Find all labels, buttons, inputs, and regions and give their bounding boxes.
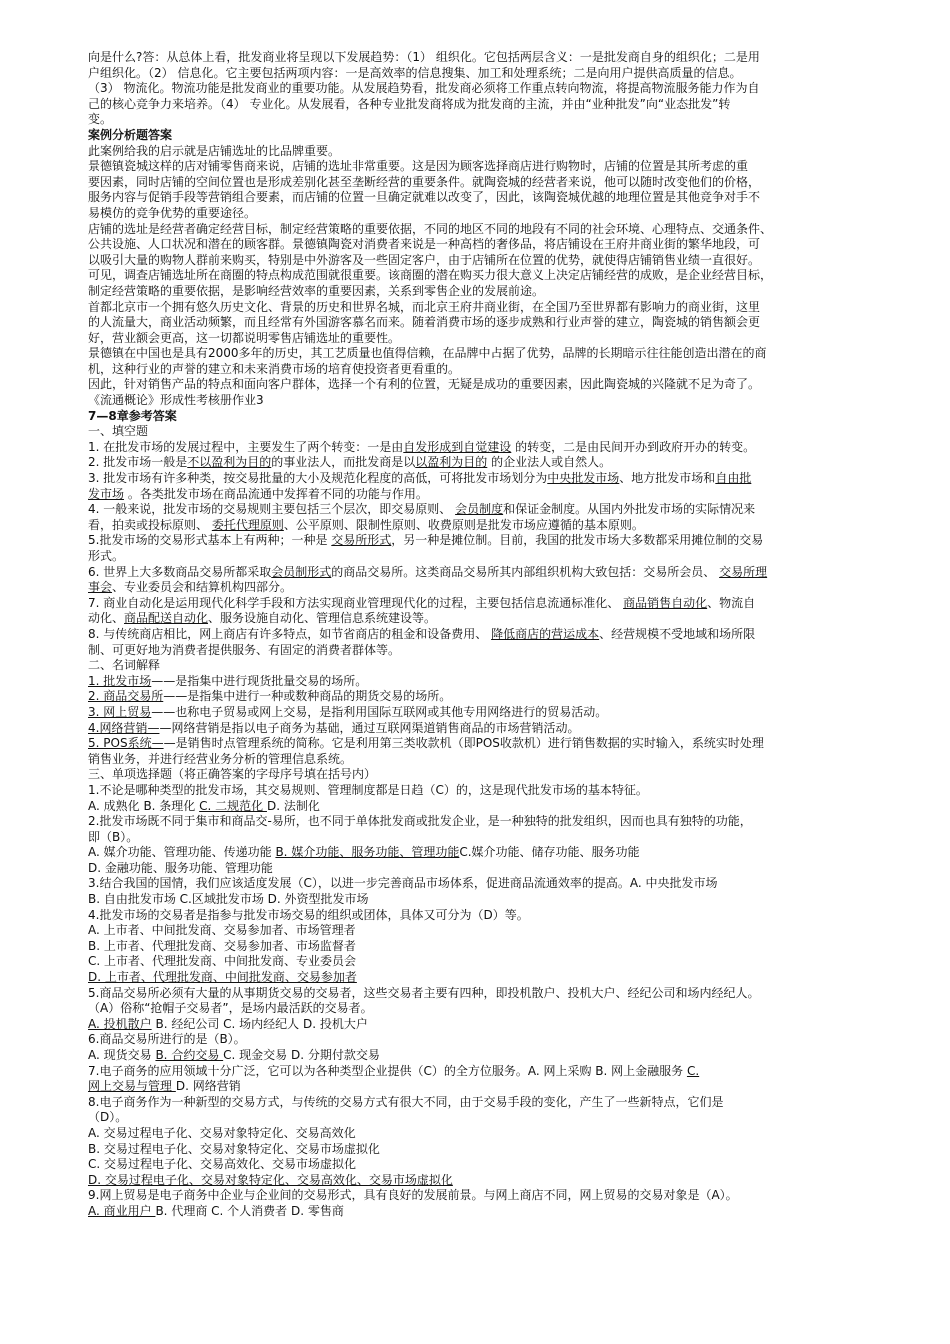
text-line <box>88 300 906 316</box>
text-segment: B. 经纪公司 C. 场内经纪人 D. 投机大户 <box>151 1016 368 1031</box>
text-line <box>88 393 906 409</box>
text-line <box>88 159 906 175</box>
text-segment: 、公平原则、限制性原则、收费原则是批发市场应遵循的基本原则。 <box>283 517 644 532</box>
text-line <box>88 643 906 659</box>
text-line <box>88 362 906 378</box>
underlined-answer: 网上交易与管理 <box>88 1079 176 1094</box>
text-segment: A. 成熟化 B. 条理化 <box>88 798 200 813</box>
text-segment: C. 上市者、代理批发商、中间批发商、专业委员会 <box>88 954 357 969</box>
text-segment: 7. 商业自动化是运用现代化科学手段和方法实现商业管理现代化的过程，主要包括信息流通标准化、 <box>88 595 624 610</box>
text-line <box>88 1188 906 1204</box>
text-line <box>88 237 906 253</box>
text-segment: 机，这种行业的声誉的建立和未来消费市场的培育使投资者更看重的。 <box>88 361 461 376</box>
text-line <box>88 112 906 128</box>
text-segment: 己的核心竞争力来培养。（4） 专业化。从发展看，各种专业批发商将成为批发商的主流，并由“业种批发”向“业态批发”转 <box>88 96 731 111</box>
text-line <box>88 674 906 690</box>
underlined-answer: A. 商业用户 <box>88 1203 156 1218</box>
underlined-answer: 2. 商品交易所 <box>88 689 164 704</box>
text-segment: 和保证金制度。从国内外批发市场的实际情况来 <box>503 502 756 517</box>
text-line <box>88 1173 906 1189</box>
text-segment: 服务内容与促销手段等营销组合要素，而店铺的位置一旦确定就难以改变了，因此，该陶瓷城优越的地理位置是其他竞争对手不 <box>88 190 761 205</box>
text-segment: 销售业务，并进行经营业务分析的管理信息系统。 <box>88 751 353 766</box>
text-segment: 1.不论是哪种类型的批发市场，其交易规则、管理制度都是日趋（C）的，这是现代批发市场的基本特征。 <box>88 782 648 797</box>
text-line <box>88 596 906 612</box>
text-line <box>88 377 906 393</box>
underlined-answer: 商品配送自动化 <box>124 611 209 626</box>
text-line <box>88 908 906 924</box>
text-line <box>88 1079 906 1095</box>
text-line <box>88 611 906 627</box>
text-line <box>88 923 906 939</box>
text-segment: 制定经营策略的重要依据，是影响经营效率的重要因素，关系到零售企业的发展前途。 <box>88 283 545 298</box>
text-segment: C.媒介功能、储存功能、服务功能 <box>459 845 640 860</box>
text-segment: 形式。 <box>88 549 125 563</box>
underlined-answer: 会员制度 <box>455 502 504 517</box>
underlined-answer: 降低商店的营运成本 <box>491 626 600 641</box>
text-segment: 7.电子商务的应用领域十分广泛，它可以为各种类型企业提供（C）的全方位服务。A. 网上采购 B. 网上金融服务 <box>88 1063 687 1078</box>
text-segment: 9.网上贸易是电子商务中企业与企业间的交易形式，具有良好的发展前景。与网上商店不同，网上贸易的交易对象是（A）。 <box>88 1188 738 1203</box>
text-segment: 。各类批发市场在商品流通中发挥着不同的功能与作用。 <box>124 486 428 501</box>
text-segment: 的人流量大，商业活动频繁，而且经常有外国游客慕名而来。随着消费市场的逐步成熟和行业声誉的建立，陶瓷城的销售额会更 <box>88 315 761 330</box>
underlined-answer: 中央批发市场 <box>547 471 620 486</box>
text-segment: 此案例给我的启示就是店铺选址的比品牌重要。 <box>88 143 341 158</box>
text-line <box>88 331 906 347</box>
text-segment: （3） 物流化。物流功能是批发商业的重要功能。从发展趋势看，批发商必须将工作重点转向物流，将提高物流服务能力作为自 <box>88 81 760 96</box>
underlined-answer: 4.网络营销— <box>88 720 160 735</box>
text-segment: 易模仿的竞争优势的重要途径。 <box>88 205 257 220</box>
text-segment: A. 现货交易 <box>88 1048 156 1062</box>
text-segment: ——也称电子贸易或网上交易，是指利用国际互联网或其他专用网络进行的贸易活动。 <box>151 704 608 719</box>
text-segment: 要因素，同时店铺的空间位置也是形成差别化甚至垄断经营的重要条件。就陶瓷城的经营者来说，他可以随时改变他们的价格， <box>88 174 761 189</box>
text-line <box>88 658 906 674</box>
text-segment: 8. 与传统商店相比，网上商店有许多特点，如节省商店的租金和设备费用、 <box>88 626 492 641</box>
text-line <box>88 580 906 596</box>
underlined-answer: A. 投机散户 <box>88 1016 152 1031</box>
text-line <box>88 471 906 487</box>
text-segment: 因此，针对销售产品的特点和面向客户群体，选择一个有利的位置，无疑是成功的重要因素，因此陶瓷城的兴隆就不足为奇了。 <box>88 377 761 392</box>
text-segment: 2. 批发市场一般是 <box>88 455 188 470</box>
text-line <box>88 830 906 846</box>
underlined-answer: B. 合约交易 <box>155 1048 224 1062</box>
text-line <box>88 1048 906 1064</box>
text-line <box>88 487 906 503</box>
text-segment: D. 网络营销 <box>175 1079 241 1094</box>
text-segment: 5.商品交易所必须有大量的从事期货交易的交易者，这些交易者主要有四种，即投机散户、投机大户、经纪公司和场内经纪人。 <box>88 985 760 1000</box>
text-segment: B. 上市者、代理批发商、交易参加者、市场监督者 <box>88 938 356 953</box>
text-line <box>88 97 906 113</box>
text-segment: 、地方批发市场和 <box>619 471 716 486</box>
text-line <box>88 689 906 705</box>
text-line <box>88 1017 906 1033</box>
text-segment: 景德镇在中国也是具有2000多年的历史，其工艺质量也值得信赖，在品牌中占据了优势，品牌的长期暗示往往能创造出潜在的商 <box>88 346 767 361</box>
text-line <box>88 409 906 425</box>
document-body <box>88 50 906 1220</box>
text-line <box>88 814 906 830</box>
text-segment: 4.批发市场的交易者是指参与批发市场交易的组织或团体，具体又可分为（D）等。 <box>88 907 529 922</box>
text-segment: —是销售时点管理系统的简称。它是利用第三类收款机（即POS收款机）进行销售数据的实时输入，系统实时处理 <box>163 736 764 751</box>
text-line <box>88 315 906 331</box>
text-segment: 以吸引大量的购物人群前来购买，特别是中外游客及一些固定客户，由于店铺所在位置的优势，就使得店铺销售业绩一直很好。 <box>88 252 761 267</box>
underlined-answer: 发市场 <box>88 486 125 501</box>
text-line <box>88 565 906 581</box>
text-line <box>88 954 906 970</box>
underlined-answer: 事会 <box>88 580 113 595</box>
text-segment: 景德镇瓷城这样的店对铺零售商来说，店铺的选址非常重要。这是因为顾客选择商店进行购物时，店铺的位置是其所考虑的重 <box>88 159 749 174</box>
text-line <box>88 268 906 284</box>
text-segment: 制、可更好地为消费者提供服务、有固定的消费者群体等。 <box>88 642 401 657</box>
heading-text: 7—8章参考答案 <box>88 408 177 423</box>
text-segment: 3.结合我国的国情，我们应该适度发展（C），以进一步完善商品市场体系，促进商品流通效率的提高。A. 中央批发市场 <box>88 876 718 891</box>
text-segment: 3. 批发市场有许多种类，按交易批量的大小及规范化程度的高低，可将批发市场划分为 <box>88 471 548 486</box>
text-segment: 的转变，二是由民间开办到政府开办的转变。 <box>511 439 756 454</box>
text-line <box>88 424 906 440</box>
text-segment: 首都北京市一个拥有悠久历史文化、背景的历史和世界名城，而北京王府井商业街，在全国乃至世界都有影响力的商业街，这里 <box>88 299 761 314</box>
text-line <box>88 1126 906 1142</box>
text-line <box>88 502 906 518</box>
text-line <box>88 144 906 160</box>
underlined-answer: C. <box>686 1063 700 1078</box>
text-segment: B. 自由批发市场 C.区域批发市场 D. 外资型批发市场 <box>88 892 369 907</box>
text-segment: 的商品交易所。这类商品交易所其内部组织机构大致包括：交易所会员、 <box>331 564 720 579</box>
text-line <box>88 1001 906 1017</box>
text-segment: 、服务设施自动化、管理信息系统建设等。 <box>208 611 437 626</box>
text-line <box>88 346 906 362</box>
text-line <box>88 518 906 534</box>
heading-text: 案例分析题答案 <box>88 127 173 142</box>
text-line <box>88 128 906 144</box>
underlined-answer: D. 交易过程电子化、交易对象特定化、交易高效化、交易市场虚拟化 <box>88 1172 453 1187</box>
text-segment: ，另一种是摊位制。目前，我国的批发市场大多数都采用摊位制的交易 <box>391 533 764 548</box>
text-segment: 看，拍卖或投标原则、 <box>88 517 212 532</box>
text-segment: 《流通概论》形成性考核册作业3 <box>88 393 264 408</box>
text-line <box>88 752 906 768</box>
text-segment: 4. 一般来说，批发市场的交易规则主要包括三个层次，即交易原则、 <box>88 502 456 517</box>
text-segment: 1. 在批发市场的发展过程中，主要发生了两个转变：一是由 <box>88 439 404 454</box>
text-line <box>88 1064 906 1080</box>
text-segment: 6.商品交易所进行的是（B）。 <box>88 1032 246 1047</box>
text-line <box>88 767 906 783</box>
text-line <box>88 206 906 222</box>
text-segment: 二、名词解释 <box>88 658 161 673</box>
text-line <box>88 1095 906 1111</box>
text-segment: B. 代理商 C. 个人消费者 D. 零售商 <box>155 1203 344 1218</box>
text-line <box>88 222 906 238</box>
text-line <box>88 1157 906 1173</box>
text-line <box>88 861 906 877</box>
text-line <box>88 845 906 861</box>
text-segment: —网络营销是指以电子商务为基础，通过互联网渠道销售商品的市场营销活动。 <box>159 720 580 735</box>
text-line <box>88 549 906 565</box>
text-segment: 向是什么?答：从总体上看，批发商业将呈现以下发展趋势：（1） 组织化。它包括两层含义：一是批发商自身的组织化；二是用 <box>88 50 760 64</box>
text-segment: 即（B）。 <box>88 829 139 844</box>
text-line <box>88 986 906 1002</box>
underlined-answer: C. 二规范化 <box>199 798 267 813</box>
text-segment: ——是指集中进行一种或数种商品的期货交易的场所。 <box>163 689 452 704</box>
underlined-answer: 3. 网上贸易 <box>88 704 152 719</box>
text-segment: 三、单项选择题（将正确答案的字母序号填在括号内） <box>88 767 377 782</box>
text-segment: D. 金融功能、服务功能、管理功能 <box>88 860 273 875</box>
text-segment: A. 交易过程电子化、交易对象特定化、交易高效化 <box>88 1125 356 1140</box>
underlined-answer: 不以盈利为目的 <box>187 455 272 470</box>
text-line <box>88 627 906 643</box>
text-segment: 店铺的选址是经营者确定经营目标，制定经营策略的重要依据，不同的地区不同的地段有不同的社会环境、心理特点、交通条件、 <box>88 221 773 236</box>
text-line <box>88 939 906 955</box>
text-line <box>88 440 906 456</box>
text-segment: 一、填空题 <box>88 424 149 439</box>
text-segment: ——是指集中进行现货批量交易的场所。 <box>151 673 368 688</box>
text-segment: （A）俗称“抢帽子交易者”，是场内最活跃的交易者。 <box>88 1001 373 1016</box>
underlined-answer: 自由批 <box>715 471 752 486</box>
text-segment: （D）。 <box>88 1110 128 1125</box>
text-segment: 的事业法人，而批发商是以 <box>271 455 416 470</box>
text-segment: A. 媒介功能、管理功能、传递功能 <box>88 845 276 860</box>
underlined-answer: 以盈利为目的 <box>415 455 488 470</box>
underlined-answer: 商品销售自动化 <box>623 595 708 610</box>
text-line <box>88 876 906 892</box>
text-line <box>88 783 906 799</box>
underlined-answer: 5. POS系统— <box>88 736 164 751</box>
text-segment: 的企业法人或自然人。 <box>487 455 612 470</box>
text-segment: 变。 <box>88 112 113 127</box>
text-line <box>88 175 906 191</box>
text-segment: A. 上市者、中间批发商、交易参加者、市场管理者 <box>88 923 356 938</box>
text-line <box>88 253 906 269</box>
text-segment: 5.批发市场的交易形式基本上有两种；一种是 <box>88 533 332 548</box>
underlined-answer: 1. 批发市场 <box>88 673 152 688</box>
text-segment: 好，营业额会更高，这一切都说明零售店铺选址的重要性。 <box>88 330 401 345</box>
text-line <box>88 799 906 815</box>
text-segment: 、专业委员会和结算机构四部分。 <box>112 580 293 595</box>
text-line <box>88 1032 906 1048</box>
underlined-answer: B. 媒介功能、服务功能、管理功能 <box>275 845 460 860</box>
underlined-answer: 交易所形式 <box>331 533 392 548</box>
text-line <box>88 81 906 97</box>
text-segment: 2.批发市场既不同于集市和商品交-易所，也不同于单体批发商或批发企业，是一种独特的批发组织，因而也具有独特的功能， <box>88 814 752 829</box>
text-segment: 8.电子商务作为一种新型的交易方式，与传统的交易方式有很大不同，由于交易手段的变化，产生了一些新特点，它们是 <box>88 1094 724 1109</box>
text-line <box>88 533 906 549</box>
text-segment: 公共设施、人口状况和潜在的顾客群。景德镇陶瓷对消费者来说是一种高档的奢侈品，将店铺设在王府井商业街的繁华地段，可 <box>88 237 761 252</box>
text-segment: B. 交易过程电子化、交易对象特定化、交易市场虚拟化 <box>88 1141 380 1156</box>
underlined-answer: 会员制形式 <box>271 564 332 579</box>
underlined-answer: 委托代理原则 <box>211 517 284 532</box>
text-segment: 可见，调查店铺选址所在商圈的特点构成范围就很重要。该商圈的潜在购买力很大意义上决定店铺经营的成败，是企业经营目标， <box>88 268 773 283</box>
text-line <box>88 1204 906 1220</box>
text-segment: C. 交易过程电子化、交易高效化、交易市场虚拟化 <box>88 1157 357 1172</box>
underlined-answer: 交易所理 <box>719 564 768 579</box>
text-line <box>88 1142 906 1158</box>
text-line <box>88 736 906 752</box>
text-line <box>88 455 906 471</box>
underlined-answer: D. 上市者、代理批发商、中间批发商、交易参加者 <box>88 970 357 985</box>
text-line <box>88 892 906 908</box>
text-line <box>88 970 906 986</box>
text-segment: C. 现金交易 D. 分期付款交易 <box>223 1048 380 1062</box>
text-line <box>88 50 906 66</box>
text-segment: 、经营规模不受地域和场所限 <box>599 626 756 641</box>
text-line <box>88 1110 906 1126</box>
text-segment: 户组织化。（2） 信息化。它主要包括两项内容：一是高效率的信息搜集、加工和处理系统；二是向用户提供高质量的信息。 <box>88 65 742 80</box>
text-line <box>88 721 906 737</box>
text-segment: 6. 世界上大多数商品交易所都采取 <box>88 564 272 579</box>
text-line <box>88 284 906 300</box>
text-segment: 、物流自 <box>707 595 756 610</box>
text-line <box>88 705 906 721</box>
text-segment: D. 法制化 <box>266 798 320 813</box>
text-line <box>88 66 906 82</box>
underlined-answer: 自发形成到自觉建设 <box>403 439 512 454</box>
text-segment: 动化、 <box>88 611 125 626</box>
text-line <box>88 190 906 206</box>
